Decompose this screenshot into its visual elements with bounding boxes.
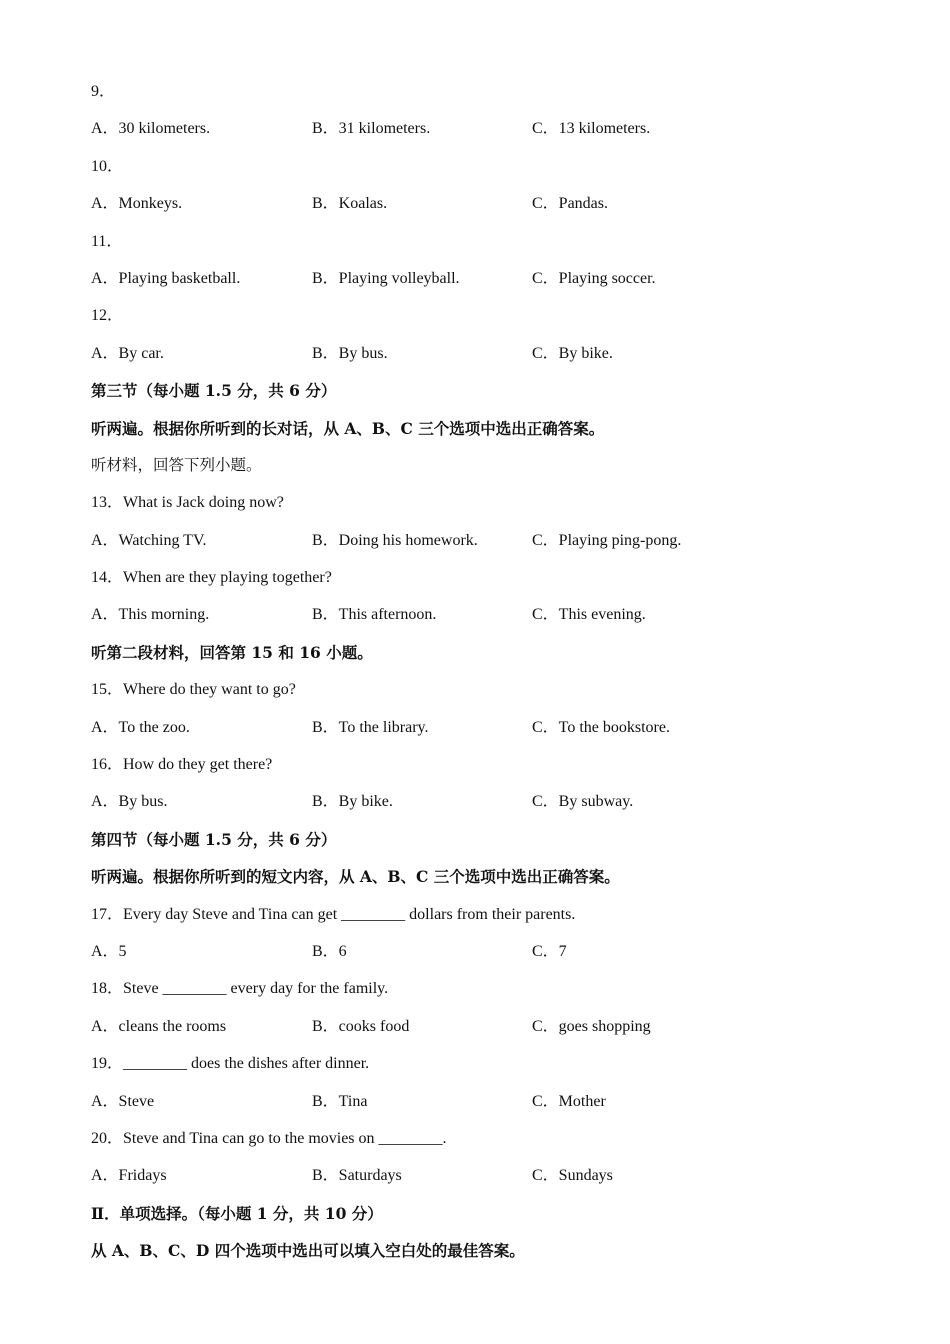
option-b: B．This afternoon.: [312, 606, 437, 624]
section-instruction: 听两遍。根据你所听到的短文内容，从 A、B、C 三个选项中选出正确答案。: [91, 867, 620, 887]
options-row: [91, 335, 871, 372]
option-c: C．Playing soccer.: [532, 269, 656, 287]
option-a: A．By bus.: [91, 793, 168, 811]
option-c: C．To the bookstore.: [532, 718, 670, 736]
option-c: C．Mother: [532, 1092, 606, 1110]
question-stem: 11．: [91, 232, 123, 250]
option-c: C．Playing ping-pong.: [532, 531, 682, 549]
options-row: [91, 709, 871, 746]
option-c: C．By subway.: [532, 793, 634, 811]
options-row: [91, 110, 871, 147]
option-b: B．cooks food: [312, 1017, 410, 1035]
options-row: [91, 522, 871, 559]
option-c: C．7: [532, 942, 567, 960]
options-row: [91, 1083, 871, 1120]
option-c: C．13 kilometers.: [532, 120, 651, 138]
options-row: [91, 260, 871, 297]
option-a: A．Watching TV.: [91, 531, 207, 549]
option-c: C．By bike.: [532, 344, 613, 362]
option-c: C．Pandas.: [532, 195, 609, 213]
option-b: B．Tina: [312, 1092, 368, 1110]
option-b: B．Saturdays: [312, 1167, 402, 1185]
option-b: B．Doing his homework.: [312, 531, 478, 549]
question-stem: 15．Where do they want to go?: [91, 681, 296, 699]
section-note: 听材料，回答下列小题。: [91, 455, 262, 474]
section-instruction: 听两遍。根据你所听到的长对话，从 A、B、C 三个选项中选出正确答案。: [91, 418, 605, 438]
option-a: A．This morning.: [91, 606, 210, 624]
section-heading: 第三节（每小题 1.5 分，共 6 分）: [91, 381, 337, 401]
option-a: A．Monkeys.: [91, 195, 183, 213]
question-stem: 18．Steve ________ every day for the family.: [91, 980, 389, 998]
option-a: A．By car.: [91, 344, 164, 362]
option-b: B．By bus.: [312, 344, 388, 362]
question-stem: 14．When are they playing together?: [91, 569, 332, 587]
question-stem: 19．________ does the dishes after dinner.: [91, 1055, 370, 1073]
options-row: [91, 1157, 871, 1194]
option-b: B．6: [312, 942, 347, 960]
question-stem: 17．Every day Steve and Tina can get ________ dollars from their parents.: [91, 905, 576, 923]
option-a: A．To the zoo.: [91, 718, 190, 736]
options-row: [91, 783, 871, 820]
option-a: A．Playing basketball.: [91, 269, 241, 287]
option-b: B．Koalas.: [312, 195, 388, 213]
option-b: B．31 kilometers.: [312, 120, 431, 138]
option-a: A．Steve: [91, 1092, 155, 1110]
options-row: [91, 185, 871, 222]
options-row: [91, 1008, 871, 1045]
question-stem: 20．Steve and Tina can go to the movies on ________.: [91, 1129, 447, 1147]
section-heading: Ⅱ．单项选择。（每小题 1 分，共 10 分）: [91, 1203, 383, 1223]
option-a: A．5: [91, 942, 127, 960]
section-heading: 第四节（每小题 1.5 分，共 6 分）: [91, 829, 337, 849]
option-b: B．Playing volleyball.: [312, 269, 460, 287]
option-c: C．This evening.: [532, 606, 646, 624]
options-row: [91, 933, 871, 970]
options-row: [91, 596, 871, 633]
question-stem: 12．: [91, 307, 124, 325]
section-instruction: 从 A、B、C、D 四个选项中选出可以填入空白处的最佳答案。: [91, 1241, 525, 1261]
option-c: C．goes shopping: [532, 1017, 651, 1035]
exam-page: [91, 73, 871, 1270]
option-a: A．cleans the rooms: [91, 1017, 227, 1035]
option-b: B．To the library.: [312, 718, 429, 736]
section-instruction: 听第二段材料，回答第 15 和 16 小题。: [91, 642, 373, 662]
question-stem: 10．: [91, 157, 124, 175]
question-stem: 9．: [91, 83, 116, 100]
option-c: C．Sundays: [532, 1167, 613, 1185]
option-b: B．By bike.: [312, 793, 393, 811]
question-stem: 13．What is Jack doing now?: [91, 494, 284, 512]
option-a: A．30 kilometers.: [91, 120, 211, 138]
question-stem: 16．How do they get there?: [91, 756, 273, 774]
option-a: A．Fridays: [91, 1167, 167, 1185]
